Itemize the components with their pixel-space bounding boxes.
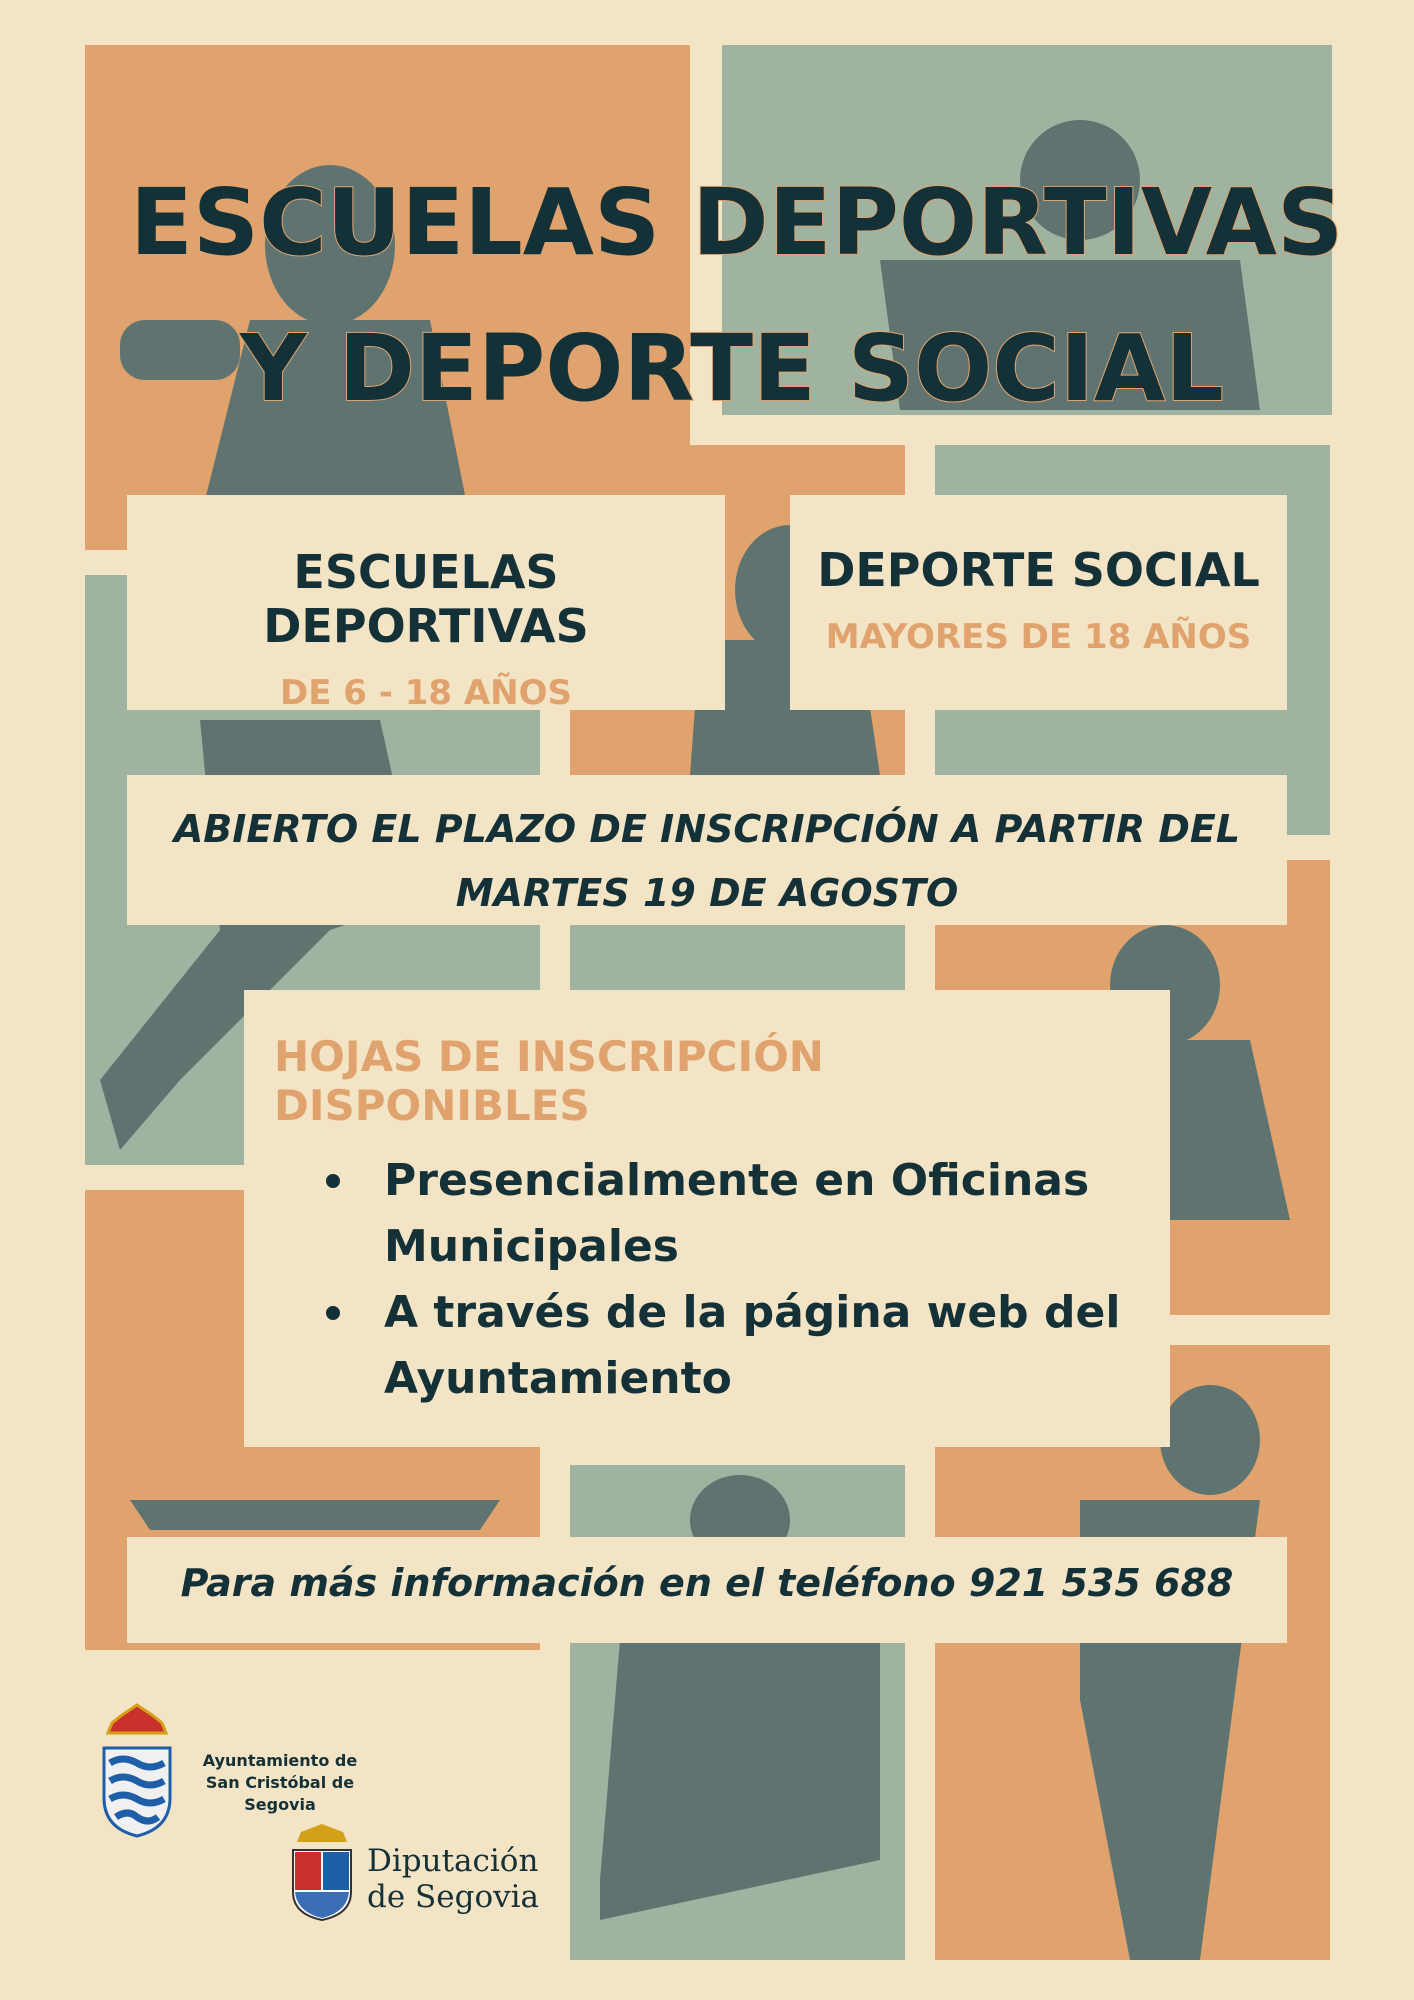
diputacion-logo [287,1822,357,1922]
ayuntamiento-name [190,1750,370,1816]
silhouette-meditation [130,1500,500,1530]
social-box [790,495,1287,710]
bullet-icon [326,1174,340,1188]
hojas-heading: HOJAS DE INSCRIPCIÓN DISPONIBLES [274,1032,824,1130]
silhouette-head-6 [1160,1385,1260,1495]
escuelas-heading: ESCUELAS DEPORTIVAS [263,545,589,653]
list-item [314,1280,1140,1412]
bullet-icon [326,1306,340,1320]
social-heading: DEPORTE SOCIAL [817,543,1260,597]
hojas-box [244,990,1170,1447]
plazo-line-1: ABIERTO EL PLAZO DE INSCRIPCIÓN A PARTIR DEL [173,807,1241,851]
hojas-list [314,1148,1140,1412]
hojas-item-2: A través de la página web del Ayuntamiento [384,1287,1121,1404]
ayuntamiento-line-1: Ayuntamiento de [202,1751,358,1770]
diputacion-line-2: de Segovia [367,1879,540,1915]
list-item [314,1148,1140,1280]
diputacion-line-1: Diputación [367,1843,539,1879]
info-text: Para más información en el teléfono 921 535 688 [180,1561,1234,1605]
escuelas-ages: DE 6 - 18 AÑOS [279,673,573,713]
title-line-1: ESCUELAS DEPORTIVAS [130,169,1344,276]
ayuntamiento-logo [98,1703,176,1838]
info-box [127,1537,1287,1643]
plazo-line-2: MARTES 19 DE AGOSTO [455,871,959,915]
ayuntamiento-line-2: San Cristóbal de Segovia [205,1773,355,1814]
silhouette-cyclist [600,1640,880,1920]
silhouette-dumbbell [120,320,240,380]
escuelas-box [127,495,725,713]
hojas-item-1: Presencialmente en Oficinas Municipales [384,1155,1090,1272]
plazo-box [127,775,1287,925]
social-ages: MAYORES DE 18 AÑOS [825,617,1252,657]
title-line-2: Y DEPORTE SOCIAL [240,315,1224,422]
diputacion-name [367,1843,539,1915]
